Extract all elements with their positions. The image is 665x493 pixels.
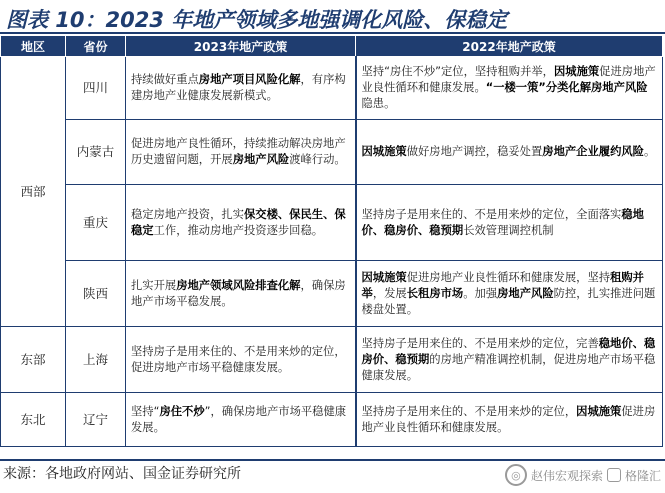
- table-row: [1, 185, 663, 261]
- figure-title: 图表 10：2023 年地产领域多地强调化风险、保稳定: [6, 8, 508, 32]
- policy-text: 工作，推动房地产投资逐步回稳。: [153, 223, 324, 237]
- watermark-text: 赵伟宏观探索: [530, 468, 603, 483]
- policy-2023-cell: [126, 393, 356, 447]
- policy-text: 做好房地产调控，稳妥处置: [406, 145, 543, 158]
- emphasis-text: 因城施策: [361, 270, 407, 284]
- policy-2023-cell: [126, 57, 356, 120]
- policy-text: 坚持“: [131, 404, 160, 418]
- policy-2023-cell: [126, 185, 356, 261]
- emphasis-text: “一楼一策”分类化解房地产风险: [485, 81, 648, 94]
- province-cell: 陕西: [66, 261, 126, 327]
- policy-text: 隐患。: [361, 97, 396, 110]
- policy-text: 促进房地产业良性循环和健康发展。: [361, 65, 656, 94]
- policy-table: [0, 35, 663, 447]
- policy-text: 促进房地产良性循环，持续推动解决房地产历史遗留问题，开展: [131, 137, 346, 166]
- emphasis-text: 保交楼、保民生、保稳定: [131, 207, 346, 237]
- table-row: [1, 120, 663, 185]
- policy-text: 长效管理调控机制: [463, 223, 554, 237]
- emphasis-text: 因城施策: [576, 404, 622, 418]
- region-cell: 东部: [1, 327, 66, 393]
- policy-text: ，发展: [372, 286, 407, 300]
- region-cell: 西部: [1, 57, 66, 327]
- emphasis-text: 房地产企业履约风险: [542, 145, 644, 158]
- title-rule: [0, 32, 665, 34]
- policy-2022-cell: [356, 393, 663, 447]
- table-row: [1, 57, 663, 120]
- policy-2022-cell: [356, 327, 663, 393]
- policy-text: 持续做好重点: [131, 73, 199, 86]
- watermark-brand: 格隆汇: [624, 468, 661, 483]
- emphasis-text: 租购并举: [361, 270, 644, 300]
- policy-text: ，确保房地产市场平稳发展。: [131, 278, 346, 308]
- policy-text: 促进房地产业良性循环和健康发展。: [361, 404, 656, 434]
- policy-2022-cell: [356, 261, 663, 327]
- header-policy-2023: 2023年地产政策: [126, 36, 356, 57]
- emphasis-text: 因城施策: [361, 145, 407, 158]
- table-row: [1, 261, 663, 327]
- policy-text: 坚持房子是用来住的、不是用来炒的定位，促进房地产市场平稳健康发展。: [131, 344, 346, 374]
- policy-text: 防控，扎实推进问题楼盘处置。: [361, 286, 656, 316]
- province-cell: 上海: [66, 327, 126, 393]
- policy-2022-cell: [356, 185, 663, 261]
- header-policy-2022: 2022年地产政策: [356, 36, 663, 57]
- table-header-row: [1, 36, 663, 57]
- policy-text: 。: [643, 145, 656, 158]
- policy-2023-cell: [126, 327, 356, 393]
- province-cell: 四川: [66, 57, 126, 120]
- province-cell: 重庆: [66, 185, 126, 261]
- emphasis-text: 房住不炒: [159, 404, 205, 418]
- policy-text: 稳定房地产投资，扎实: [131, 207, 244, 221]
- watermark: [505, 462, 661, 488]
- emphasis-text: 房地产风险: [232, 153, 290, 166]
- policy-2022-cell: [356, 57, 663, 120]
- emphasis-text: 稳地价、稳房价、稳预期: [361, 336, 656, 366]
- emphasis-text: 稳地价、稳房价、稳预期: [361, 207, 644, 237]
- wechat-icon: ◎: [505, 464, 527, 486]
- policy-text: 渡峰行动。: [289, 153, 346, 166]
- table-row: [1, 393, 663, 447]
- policy-text: 。加强: [463, 286, 498, 300]
- emphasis-text: 房地产领域风险排查化解: [176, 278, 301, 292]
- policy-text: 的房地产精准调控机制，促进房地产市场平稳健康发展。: [361, 352, 656, 382]
- policy-text: 坚持房子是用来住的、不是用来炒的定位，全面落实: [361, 207, 622, 221]
- brand-logo-icon: [607, 468, 621, 482]
- emphasis-text: 因城施策: [553, 65, 600, 78]
- header-region: 地区: [1, 36, 66, 57]
- policy-text: 坚持房子是用来住的、不是用来炒的定位，完善: [361, 336, 599, 350]
- region-cell: 东北: [1, 393, 66, 447]
- source-note: 来源：各地政府网站、国金证券研究所: [3, 466, 241, 482]
- emphasis-text: 房地产风险: [497, 286, 554, 300]
- emphasis-text: 房地产项目风险化解: [198, 73, 301, 86]
- emphasis-text: 长租房市场: [406, 286, 464, 300]
- province-cell: 辽宁: [66, 393, 126, 447]
- policy-text: 坚持房子是用来住的、不是用来炒的定位，: [361, 404, 577, 418]
- policy-text: ”，确保房地产市场平稳健康发展。: [131, 404, 347, 434]
- policy-text: 扎实开展: [131, 278, 177, 292]
- policy-text: 促进房地产业良性循环和健康发展，坚持: [406, 270, 611, 284]
- policy-text: 坚持“房住不炒”定位，坚持租购并举，: [361, 65, 554, 78]
- table-row: [1, 327, 663, 393]
- header-province: 省份: [66, 36, 126, 57]
- policy-2023-cell: [126, 261, 356, 327]
- policy-2022-cell: [356, 120, 663, 185]
- policy-2023-cell: [126, 120, 356, 185]
- policy-text: ，有序构建房地产业健康发展新模式。: [131, 73, 346, 102]
- province-cell: 内蒙古: [66, 120, 126, 185]
- source-rule: [0, 459, 665, 461]
